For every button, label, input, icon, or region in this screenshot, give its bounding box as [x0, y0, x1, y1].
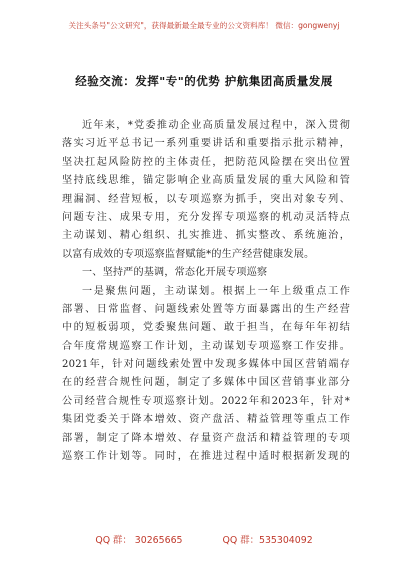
body-line: 坚持底线思维，锚定影响企业高质量发展的重大风险和管 [62, 175, 350, 187]
body-line: 公司经营合规性专项巡察计划。2022年和2023年，针对* [62, 395, 350, 407]
footer-qq-group-2: QQ 群：535304092 [222, 535, 313, 546]
body-line: 主动谋划、精心组织、扎实推进、抓实整改、系统施治， [62, 230, 350, 242]
body-line: 以富有成效的专项巡察监督赋能*的生产经营健康发展。 [62, 248, 315, 260]
body-line: 理漏洞、经营短板，以专项巡察为抓手，突出对象专列、 [62, 193, 350, 205]
body-line: 一是聚焦问题，主动谋划。根据上一年上级重点工作 [82, 285, 350, 297]
body-line: 中的短板弱项，党委聚焦问题、敢于担当，在每年年初结 [62, 322, 350, 334]
section-heading: 一、坚持严的基调，常态化开展专项巡察 [82, 267, 268, 279]
body-line: 合年度常规巡察工作计划，主动谋划专项巡察工作安排。 [62, 340, 350, 352]
body-line: 问题专注、成果专用，充分发挥专项巡察的机动灵活特点 [62, 211, 350, 223]
body-line: 落实习近平总书记一系列重要讲话和重要指示批示精神， [62, 138, 350, 150]
body-line: 在的经营合规性问题，制定了多媒体中国区营销事业部分 [62, 377, 350, 389]
body-line: 部署，制定了降本增效、存量资产盘活和精益管理的专项 [62, 432, 350, 444]
body-line: 近年来，*党委推动企业高质量发展过程中，深入贯彻 [82, 120, 350, 131]
document-title: 经验交流：发挥"专"的优势 护航集团高质量发展 [75, 74, 333, 88]
body-line: 巡察工作计划等。同时，在推进过程中适时根据新发现的 [62, 451, 350, 463]
body-line: 2021年，针对问题线索处置中发现多媒体中国区营销端存 [62, 359, 350, 371]
body-line: 坚决扛起风险防控的主体责任，把防范风险摆在突出位置 [62, 156, 350, 168]
footer-qq-group-1: QQ 群： 30265665 [95, 535, 183, 546]
footer-qq-groups [0, 532, 408, 546]
header-banner: 关注头条号"公文研究"，获得最新最全最专业的公文资料库！ 微信：gongwenyj [68, 21, 340, 30]
body-line: 集团党委关于降本增效、资产盘活、精益管理等重点工作 [62, 414, 350, 426]
body-line: 部署、日常监督、问题线索处置等方面暴露出的生产经营 [62, 303, 350, 315]
document-body [62, 117, 350, 466]
